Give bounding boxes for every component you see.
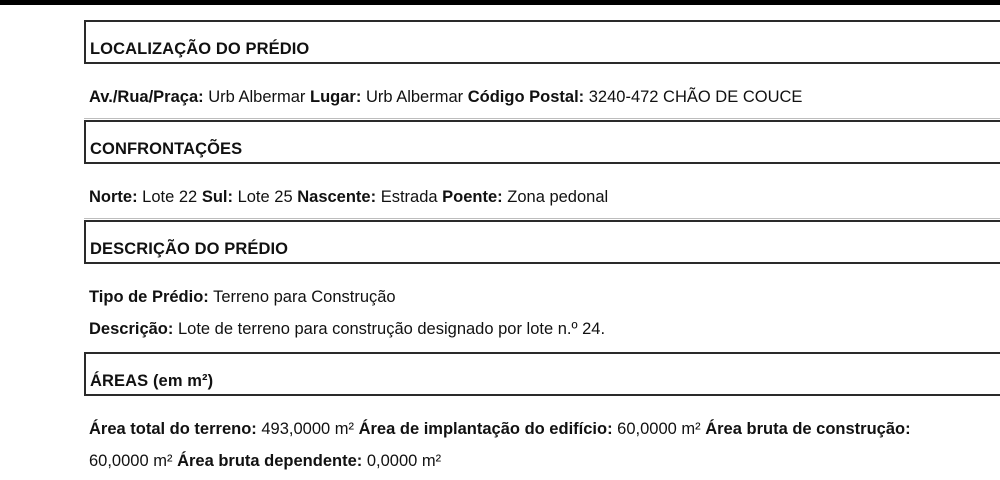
field-value: Lote 22	[137, 188, 202, 206]
description-line	[89, 320, 605, 339]
field-label: Tipo de Prédio:	[89, 288, 209, 306]
field-value: Estrada	[376, 188, 443, 206]
field-label: Poente:	[442, 188, 503, 206]
field-label: Área de implantação do edifício:	[358, 420, 613, 438]
section-header-localizacao	[84, 20, 1000, 64]
field-value: 3240-472 CHÃO DE COUCE	[584, 88, 803, 106]
section-title: DESCRIÇÃO DO PRÉDIO	[90, 240, 289, 258]
section-title: ÁREAS (em m²)	[90, 372, 214, 390]
divider	[84, 118, 1000, 119]
field-label: Área total do terreno:	[89, 420, 257, 438]
section-header-descricao	[84, 220, 1000, 264]
section-title: LOCALIZAÇÃO DO PRÉDIO	[90, 40, 310, 58]
top-edge-bar	[0, 0, 1000, 5]
field-label: Norte:	[89, 188, 138, 206]
areas-line-2	[89, 452, 441, 471]
address-line	[89, 88, 802, 107]
field-value: Urb Albermar	[361, 88, 468, 106]
field-label: Nascente:	[297, 188, 377, 206]
field-value: 493,0000 m²	[256, 420, 359, 438]
boundaries-line	[89, 188, 608, 207]
field-label: Descrição:	[89, 320, 174, 338]
field-label: Av./Rua/Praça:	[89, 88, 204, 106]
divider	[84, 218, 1000, 219]
section-header-confrontacoes	[84, 120, 1000, 164]
field-value: Lote 25	[233, 188, 298, 206]
field-value: Terreno para Construção	[208, 288, 396, 306]
field-label: Área bruta de construção:	[705, 420, 911, 438]
property-type-line	[89, 288, 396, 307]
field-label: Sul:	[201, 188, 233, 206]
field-value: 0,0000 m²	[362, 452, 442, 470]
field-value: Lote de terreno para construção designado por lote n.º 24.	[173, 320, 606, 338]
field-value: 60,0000 m²	[612, 420, 706, 438]
field-label: Área bruta dependente:	[177, 452, 363, 470]
field-label: Lugar:	[310, 88, 362, 106]
field-value: Zona pedonal	[502, 188, 609, 206]
areas-line-1	[89, 420, 911, 439]
section-title: CONFRONTAÇÕES	[90, 140, 243, 158]
section-header-areas	[84, 352, 1000, 396]
field-value: Urb Albermar	[203, 88, 311, 106]
field-value: 60,0000 m²	[89, 452, 178, 470]
field-label: Código Postal:	[467, 88, 585, 106]
